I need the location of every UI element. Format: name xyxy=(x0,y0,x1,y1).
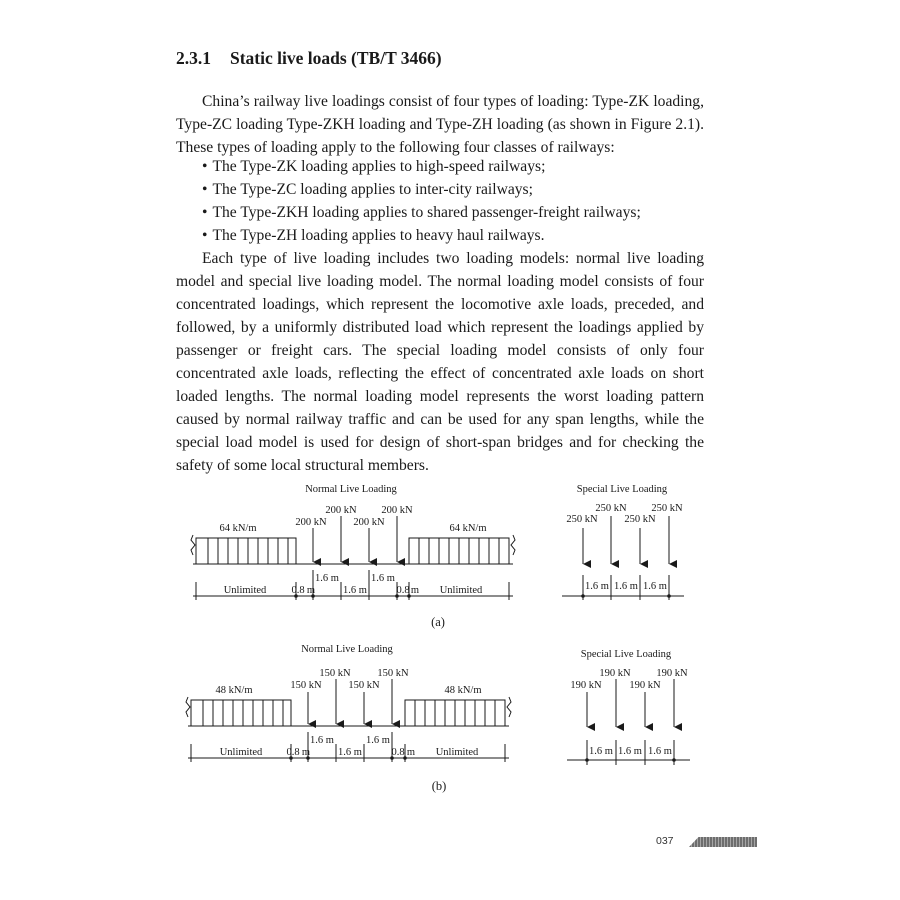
dimension-label: 1.6 m xyxy=(366,735,390,746)
dimension-label: 1.6 m xyxy=(614,581,638,592)
break-symbol-right xyxy=(511,535,515,555)
axle-load-label: 200 kN xyxy=(295,517,327,528)
distributed-load-label: 64 kN/m xyxy=(219,523,257,534)
figure-label: (a) xyxy=(431,615,445,629)
dimension-label: 0.8 xyxy=(286,747,300,758)
axle-load-label: 190 kN xyxy=(599,668,631,679)
distributed-load-label: 48 kN/m xyxy=(215,685,253,696)
dimension-label: 1.6 m xyxy=(589,746,613,757)
list-item: • The Type-ZKH loading applies to shared passenger-freight railways; xyxy=(202,201,641,224)
diagram-title: Normal Live Loading xyxy=(301,644,393,655)
page-number: 037 xyxy=(656,835,674,847)
dimension-label: 1.6 m xyxy=(648,746,672,757)
list-item: • The Type-ZC loading applies to inter-city railways; xyxy=(202,178,641,201)
dimension-label: 1.6 m xyxy=(585,581,609,592)
break-symbol-left xyxy=(191,535,195,555)
axle-load-label: 200 kN xyxy=(381,505,413,516)
dimension-label: 0.8 xyxy=(391,747,405,758)
diagram-title: Normal Live Loading xyxy=(305,484,397,495)
dimension-label: 1.6 m xyxy=(315,573,339,584)
dimension-label: 0.8 xyxy=(291,585,305,596)
axle-load-label: 190 kN xyxy=(570,680,602,691)
dimension-label: 1.6 m xyxy=(310,735,334,746)
list-item: • The Type-ZK loading applies to high-speed railways; xyxy=(202,155,641,178)
figure-b xyxy=(186,644,690,793)
dimension-label: m xyxy=(406,747,416,758)
figure-a xyxy=(191,484,684,629)
axle-load-label: 150 kN xyxy=(348,680,380,691)
break-symbol-right xyxy=(507,697,511,717)
dimension-label: m xyxy=(306,585,316,596)
dimension-label: 1.6 m xyxy=(343,585,367,596)
models-paragraph: Each type of live loading includes two loading models: normal live loading model and special live loading model. The normal loading model consists of four concentrated loadings, which represent the locomotive axle loads, preceded, and followed, by a uniformly distributed load which represent the loadings applied by passenger or freight cars. The special loading model consists of only four concentrated axle loads, reflecting the effect of concentrated axle loads on short loaded lengths. The normal loading model represents the worst loading pattern caused by normal railway traffic and can be used for any span lengths, while the special load model is used for design of short-span bridges and for checking the safety of some local structural members. xyxy=(176,250,704,474)
axle-load-label: 150 kN xyxy=(290,680,322,691)
axle-load-label: 150 kN xyxy=(319,668,351,679)
section-number: 2.3.1 xyxy=(176,48,211,68)
dimension-label: m xyxy=(301,747,311,758)
dimension-label: Unlimited xyxy=(435,747,479,758)
distributed-load-left xyxy=(196,538,296,564)
distributed-load-label: 64 kN/m xyxy=(449,523,487,534)
axle-load-label: 200 kN xyxy=(325,505,357,516)
axle-load-label: 250 kN xyxy=(566,514,598,525)
dimension-label: 1.6 m xyxy=(643,581,667,592)
axle-load-label: 250 kN xyxy=(624,514,656,525)
dimension-label: 1.6 m xyxy=(371,573,395,584)
section-title: Static live loads (TB/T 3466) xyxy=(230,48,442,68)
diagram-title: Special Live Loading xyxy=(580,649,672,660)
special-loading-labels-a xyxy=(566,484,683,592)
distributed-load-left xyxy=(191,700,291,726)
special-loading-labels-b xyxy=(570,649,688,757)
figure-label: (b) xyxy=(431,779,447,793)
intro-paragraph: China’s railway live loadings consist of four types of loading: Type-ZK loading, Type-ZC loading Type-ZKH loading and Type-ZH loading (as shown in Figure 2.1). These types of loading apply to the following four classes of railways: xyxy=(176,93,704,156)
axle-load-label: 250 kN xyxy=(651,503,683,514)
axle-load-label: 200 kN xyxy=(353,517,385,528)
normal-loading-labels-b xyxy=(215,644,481,758)
axle-load-label: 150 kN xyxy=(377,668,409,679)
axle-load-label: 190 kN xyxy=(629,680,661,691)
dimension-label: Unlimited xyxy=(439,585,483,596)
normal-loading-labels-a xyxy=(219,484,486,596)
axle-load-label: 250 kN xyxy=(595,503,627,514)
list-item: • The Type-ZH loading applies to heavy haul railways. xyxy=(202,224,641,247)
break-symbol-left xyxy=(186,697,190,717)
axle-load-label: 190 kN xyxy=(656,668,688,679)
footer-decoration xyxy=(689,837,757,847)
dimension-label: m xyxy=(410,585,420,596)
diagram-title: Special Live Loading xyxy=(576,484,668,495)
distributed-load-label: 48 kN/m xyxy=(444,685,482,696)
dimension-label: 0.8 xyxy=(396,585,410,596)
dimension-label: 1.6 m xyxy=(618,746,642,757)
dimension-label: 1.6 m xyxy=(338,747,362,758)
dimension-label: Unlimited xyxy=(219,747,263,758)
dimension-label: Unlimited xyxy=(223,585,267,596)
